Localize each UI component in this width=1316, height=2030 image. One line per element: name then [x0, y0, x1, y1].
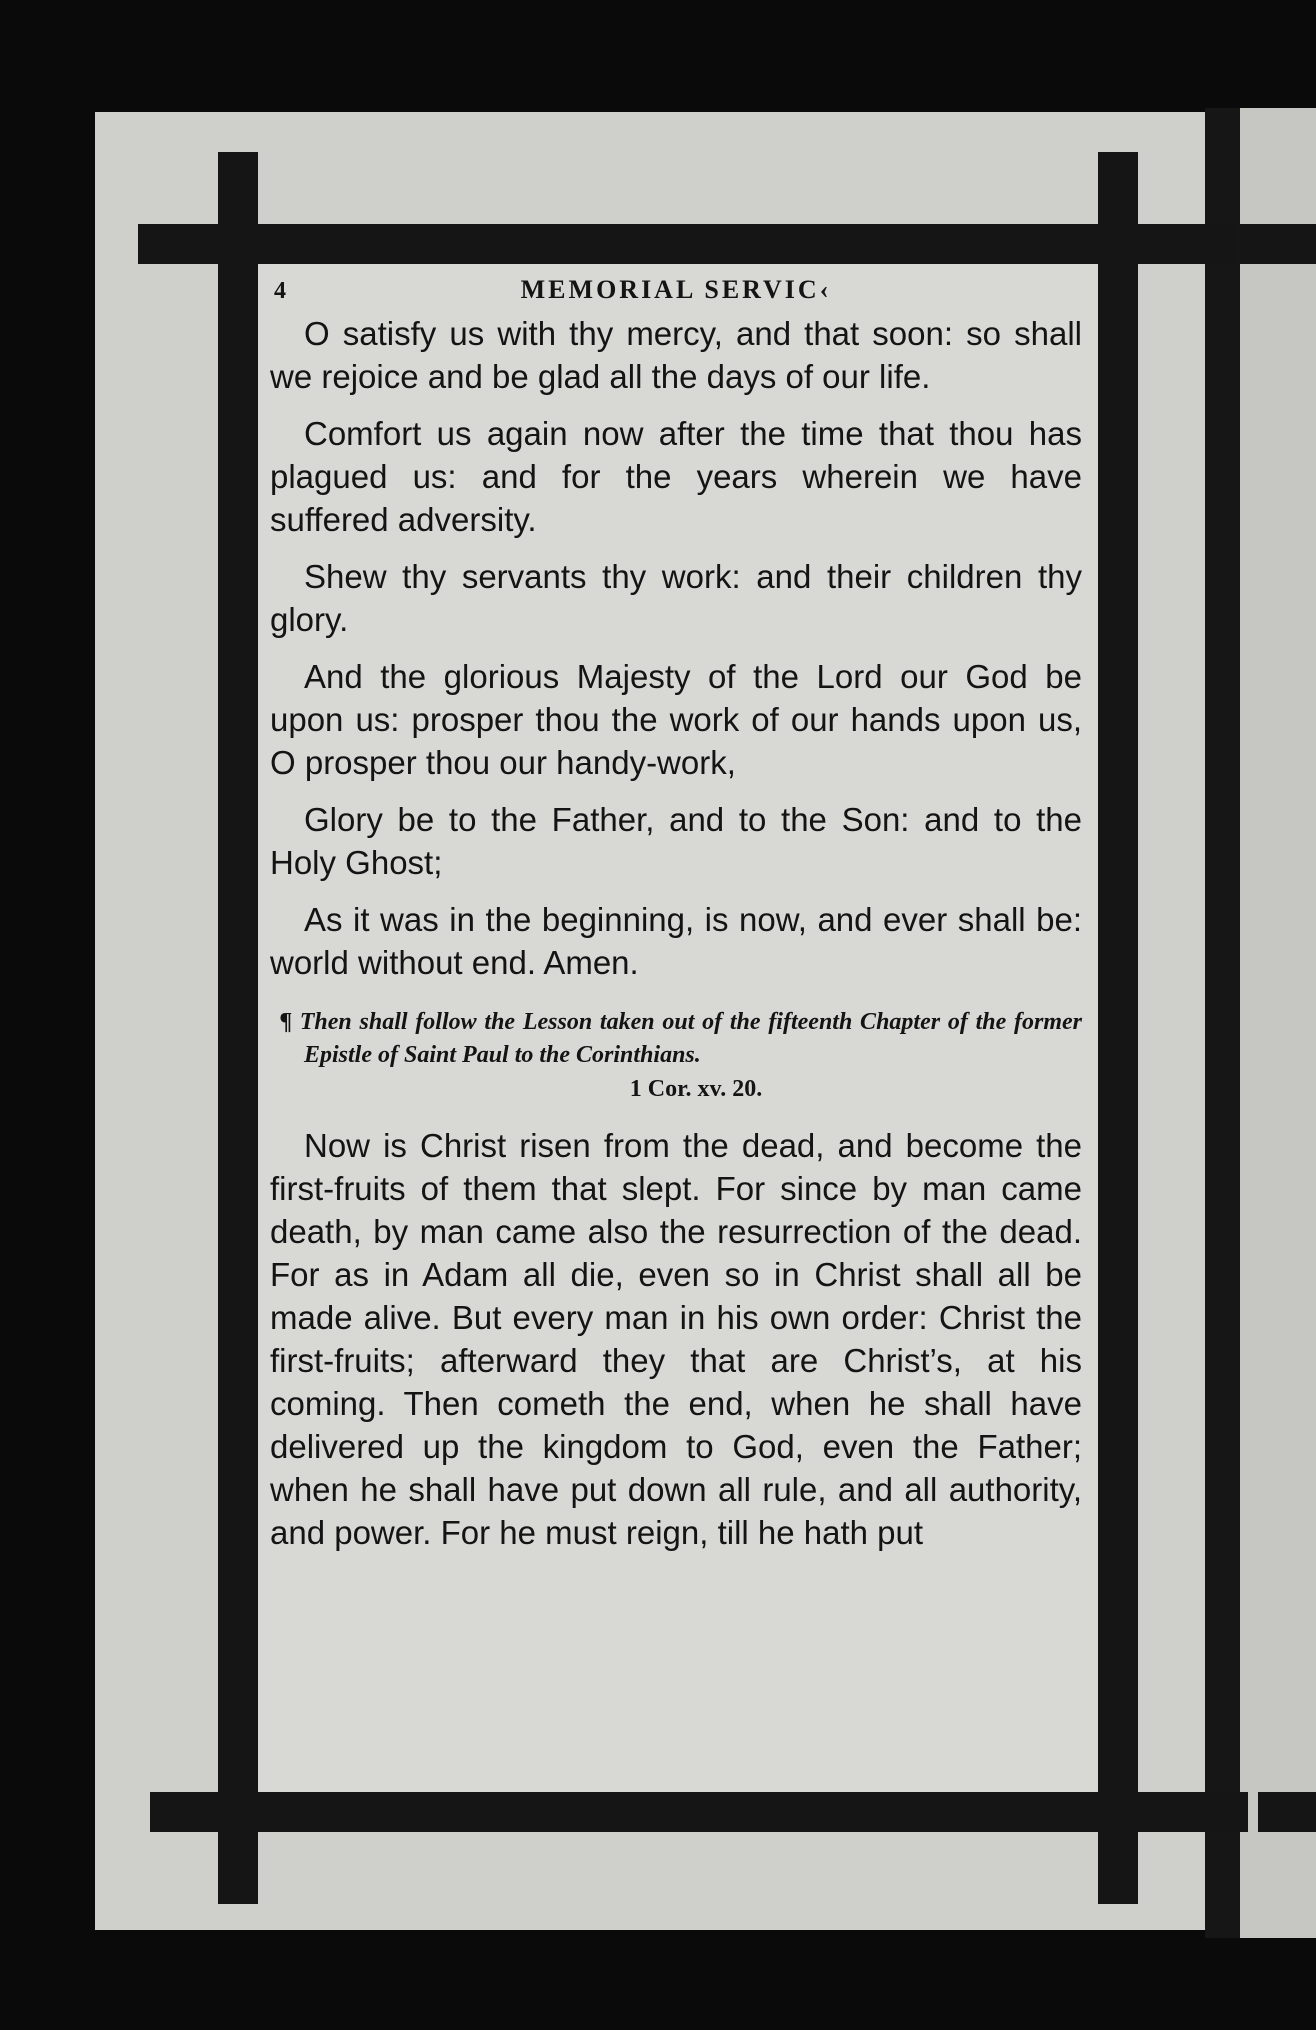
mourning-border-right	[1098, 152, 1138, 1904]
pilcrow-mark: ¶	[280, 1009, 292, 1035]
facing-border-top	[1240, 224, 1316, 264]
mourning-border-left	[218, 152, 258, 1904]
mourning-border-bottom	[150, 1792, 1248, 1832]
lesson-text: Now is Christ risen from the dead, and become the first-fruits of them that slept. For since by man came death, by man came also the resurrection of the dead. For as in Adam all die, even so in Christ shall all be made alive. But every man in his own order: Christ the first-fruits; afterward they that are Christ’s, at his coming. Then cometh the end, when he shall have delivered up the kingdom to God, even the Father; when he shall have put down all rule, and all authority, and power. For he must reign, till he hath put	[270, 1127, 1082, 1551]
psalm-verse: And the glorious Majesty of the Lord our God be upon us: prosper thou the work of our hands upon us, O prosper thou our handy-work,	[270, 658, 1082, 781]
gloria-verse: As it was in the beginning, is now, and ever shall be: world without end. Amen.	[270, 901, 1082, 981]
gloria-verse: Glory be to the Father, and to the Son: and to the Holy Ghost;	[270, 801, 1082, 881]
psalm-verse: Comfort us again now after the time that thou has plagued us: and for the years wherein we have suffered adversity.	[270, 415, 1082, 538]
page-header	[270, 264, 1082, 304]
rubric-text: Then shall follow the Lesson taken out of the fifteenth Chapter of the former Epistle of Saint Paul to the Corinthians.	[299, 1009, 1083, 1068]
rubric	[270, 1006, 1082, 1072]
facing-border-bottom	[1258, 1792, 1316, 1832]
psalm-verse: Shew thy servants thy work: and their children thy glory.	[270, 558, 1082, 638]
text-block	[270, 275, 1083, 1554]
running-head: MEMORIAL SERVIC‹	[520, 275, 832, 304]
mourning-border-top	[138, 224, 1238, 264]
page-number: 4	[274, 278, 286, 304]
psalm-verse: O satisfy us with thy mercy, and that soon: so shall we rejoice and be glad all the days of our life.	[270, 315, 1082, 395]
facing-page-edge	[1240, 108, 1316, 1938]
scripture-reference: 1 Cor. xv. 20.	[629, 1076, 763, 1102]
page-body	[258, 264, 1098, 1792]
page-gutter	[1205, 108, 1243, 1938]
